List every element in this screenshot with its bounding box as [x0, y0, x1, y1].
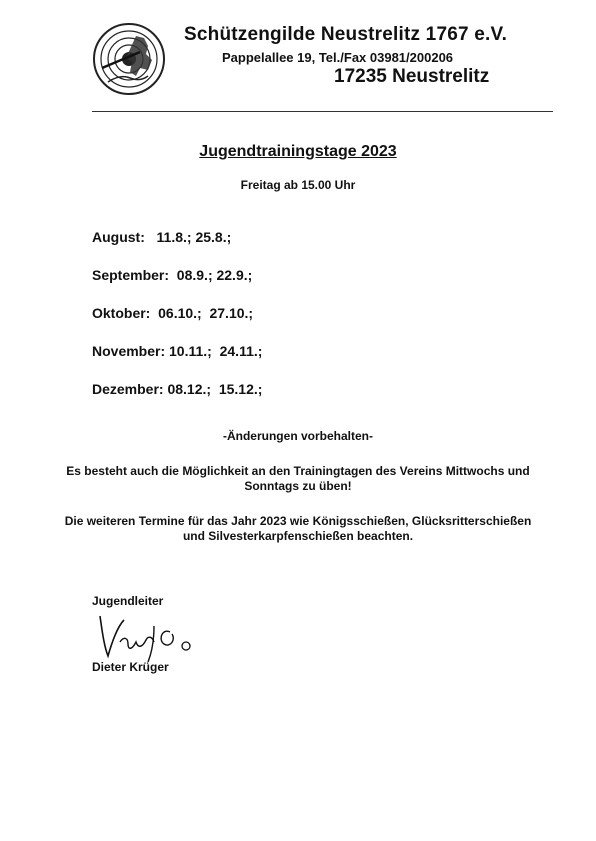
club-address: Pappelallee 19, Tel./Fax 03981/200206: [222, 50, 454, 65]
info-paragraph-events: Die weiteren Termine für das Jahr 2023 wie Königsschießen, Glücksritterschießen und Silvesterkarpfenschießen beachten.: [64, 514, 532, 543]
date-row-december: Dezember: 08.12.; 15.12.;: [92, 381, 263, 397]
training-dates-list: [92, 229, 262, 419]
club-name: Schützengilde Neustrelitz 1767 e.V.: [184, 24, 508, 45]
page-title-text: Jugendtrainingstage 2023: [199, 143, 397, 160]
changes-reserved-note: -Änderungen vorbehalten-: [222, 429, 373, 443]
date-row-september: September: 08.9.; 22.9.;: [92, 267, 253, 283]
handwritten-signature: [94, 612, 206, 666]
header-divider: [92, 111, 553, 112]
club-city: 17235 Neustrelitz: [334, 66, 490, 87]
page-title: [0, 143, 596, 161]
signatory-role: Jugendleiter: [92, 594, 164, 608]
date-row-october: Oktober: 06.10.; 27.10.;: [92, 305, 254, 321]
signatory-name: Dieter Krüger: [92, 660, 169, 674]
training-time: Freitag ab 15.00 Uhr: [240, 178, 356, 192]
date-row-november: November: 10.11.; 24.11.;: [92, 343, 263, 359]
info-paragraph-practice: Es besteht auch die Möglichkeit an den Trainingtagen des Vereins Mittwochs und Sonntags zu üben!: [66, 464, 530, 493]
date-row-august: August: 11.8.; 25.8.;: [92, 229, 232, 245]
target-shooter-emblem-icon: [92, 22, 166, 96]
